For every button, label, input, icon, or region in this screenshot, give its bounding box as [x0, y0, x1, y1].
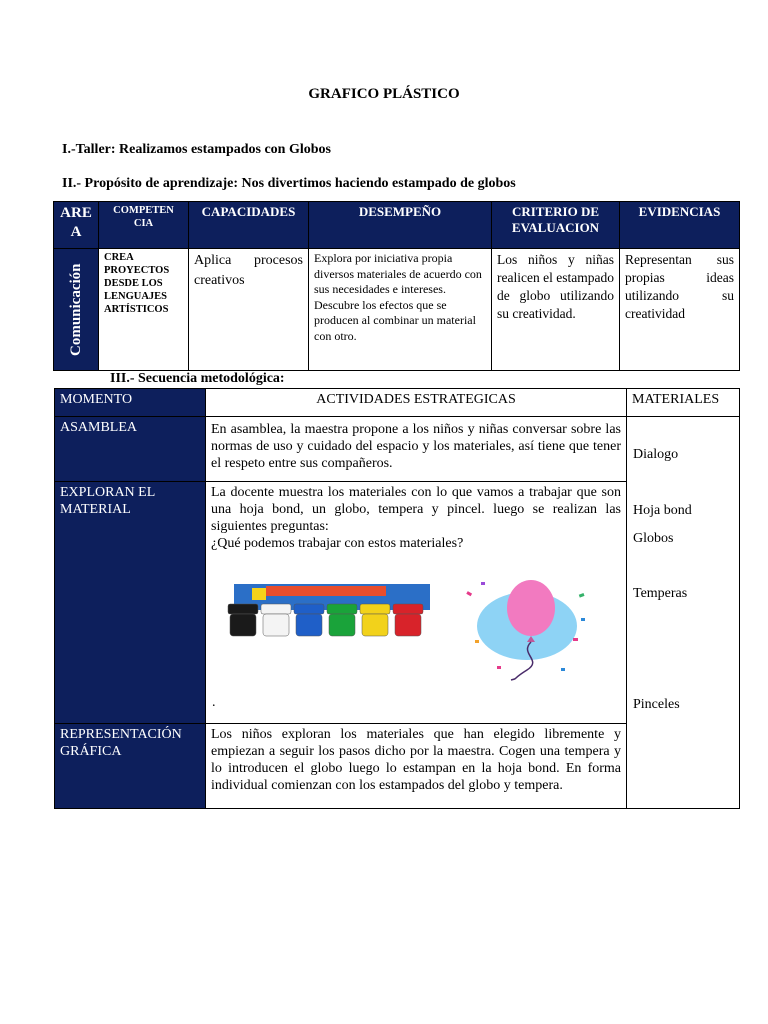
material-item: Temperas — [633, 586, 688, 601]
capacidades-value: Aplica procesos creativos — [189, 249, 309, 371]
header-capacidades: CAPACIDADES — [189, 202, 309, 249]
material-item: Pinceles — [633, 697, 680, 712]
evidencias-value: Representan sus propias ideas utilizando su creatividad — [620, 249, 740, 371]
paint-jar — [395, 614, 421, 636]
paint-jar — [263, 614, 289, 636]
material-item: Dialogo — [633, 447, 679, 462]
paint-jar — [362, 614, 388, 636]
section-taller: I.-Taller: Realizamos estampados con Globos — [62, 142, 331, 157]
header-competencia: COMPETEN CIA — [99, 202, 189, 249]
competency-table — [53, 201, 740, 371]
paint-jar-lid — [393, 604, 423, 614]
momento-representacion: REPRESENTACIÓN GRÁFICA — [55, 724, 206, 809]
header-area: ARE A — [54, 202, 99, 249]
balloon-icon — [461, 574, 589, 686]
stray-dot: . — [212, 695, 216, 710]
header-actividades: ACTIVIDADES ESTRATEGICAS — [206, 389, 627, 417]
section-secuencia: III.- Secuencia metodológica: — [110, 371, 285, 386]
paint-jar — [329, 614, 355, 636]
actividad-pregunta: ¿Qué podemos trabajar con estos materiales? — [211, 536, 464, 551]
materiales-list — [627, 417, 740, 809]
paint-jar-lid — [261, 604, 291, 614]
paint-jar-lid — [228, 604, 258, 614]
competencia-value: CREA PROYECTOS DESDE LOS LENGUAJES ARTÍSTICOS — [99, 249, 189, 371]
material-item: Globos — [633, 531, 674, 546]
header-criterio: CRITERIO DE EVALUACION — [492, 202, 620, 249]
header-desempeno: DESEMPEÑO — [309, 202, 492, 249]
momento-asamblea: ASAMBLEA — [55, 417, 206, 482]
paint-jar-lid — [294, 604, 324, 614]
paint-jar-lid — [360, 604, 390, 614]
tempera-jars-icon — [226, 582, 436, 646]
paint-jar — [296, 614, 322, 636]
methodology-table — [54, 388, 740, 809]
paint-jar — [230, 614, 256, 636]
area-value: Comunicación — [67, 263, 84, 356]
paint-jar-lid — [327, 604, 357, 614]
desempeno-value: Explora por iniciativa propia diversos materiales de acuerdo con sus necesidades e intereses. Descubre los efectos que se producen al combinar un material con otro. — [309, 249, 492, 371]
header-momento: MOMENTO — [55, 389, 206, 417]
section-proposito: II.- Propósito de aprendizaje: Nos divertimos haciendo estampado de globos — [62, 176, 516, 191]
actividad-exploran: La docente muestra los materiales con lo que vamos a trabajar que son una hoja bond, un globo, tempera y pincel. luego se realizan las siguientes preguntas: — [211, 485, 621, 534]
momento-exploran: EXPLORAN EL MATERIAL — [55, 482, 206, 724]
criterio-value: Los niños y niñas realicen el estampado de globo utilizando su creatividad. — [492, 249, 620, 371]
header-materiales: MATERIALES — [627, 389, 740, 417]
header-evidencias: EVIDENCIAS — [620, 202, 740, 249]
actividad-representacion: Los niños exploran los materiales que han elegido libremente y empiezan a seguir los pasos dicho por la maestra. Cogen una tempera y lo introducen el globo luego lo estampan en la hoja bond. En forma individual comienzan con los estampados del globo y tempera. — [206, 724, 627, 809]
material-item: Hoja bond — [633, 503, 692, 518]
actividad-asamblea: En asamblea, la maestra propone a los niños y niñas conversar sobre las normas de uso y cuidado del espacio y los materiales, así tiene que tener el respeto entre sus compañeros. — [206, 417, 627, 482]
page-title: GRAFICO PLÁSTICO — [308, 86, 460, 102]
